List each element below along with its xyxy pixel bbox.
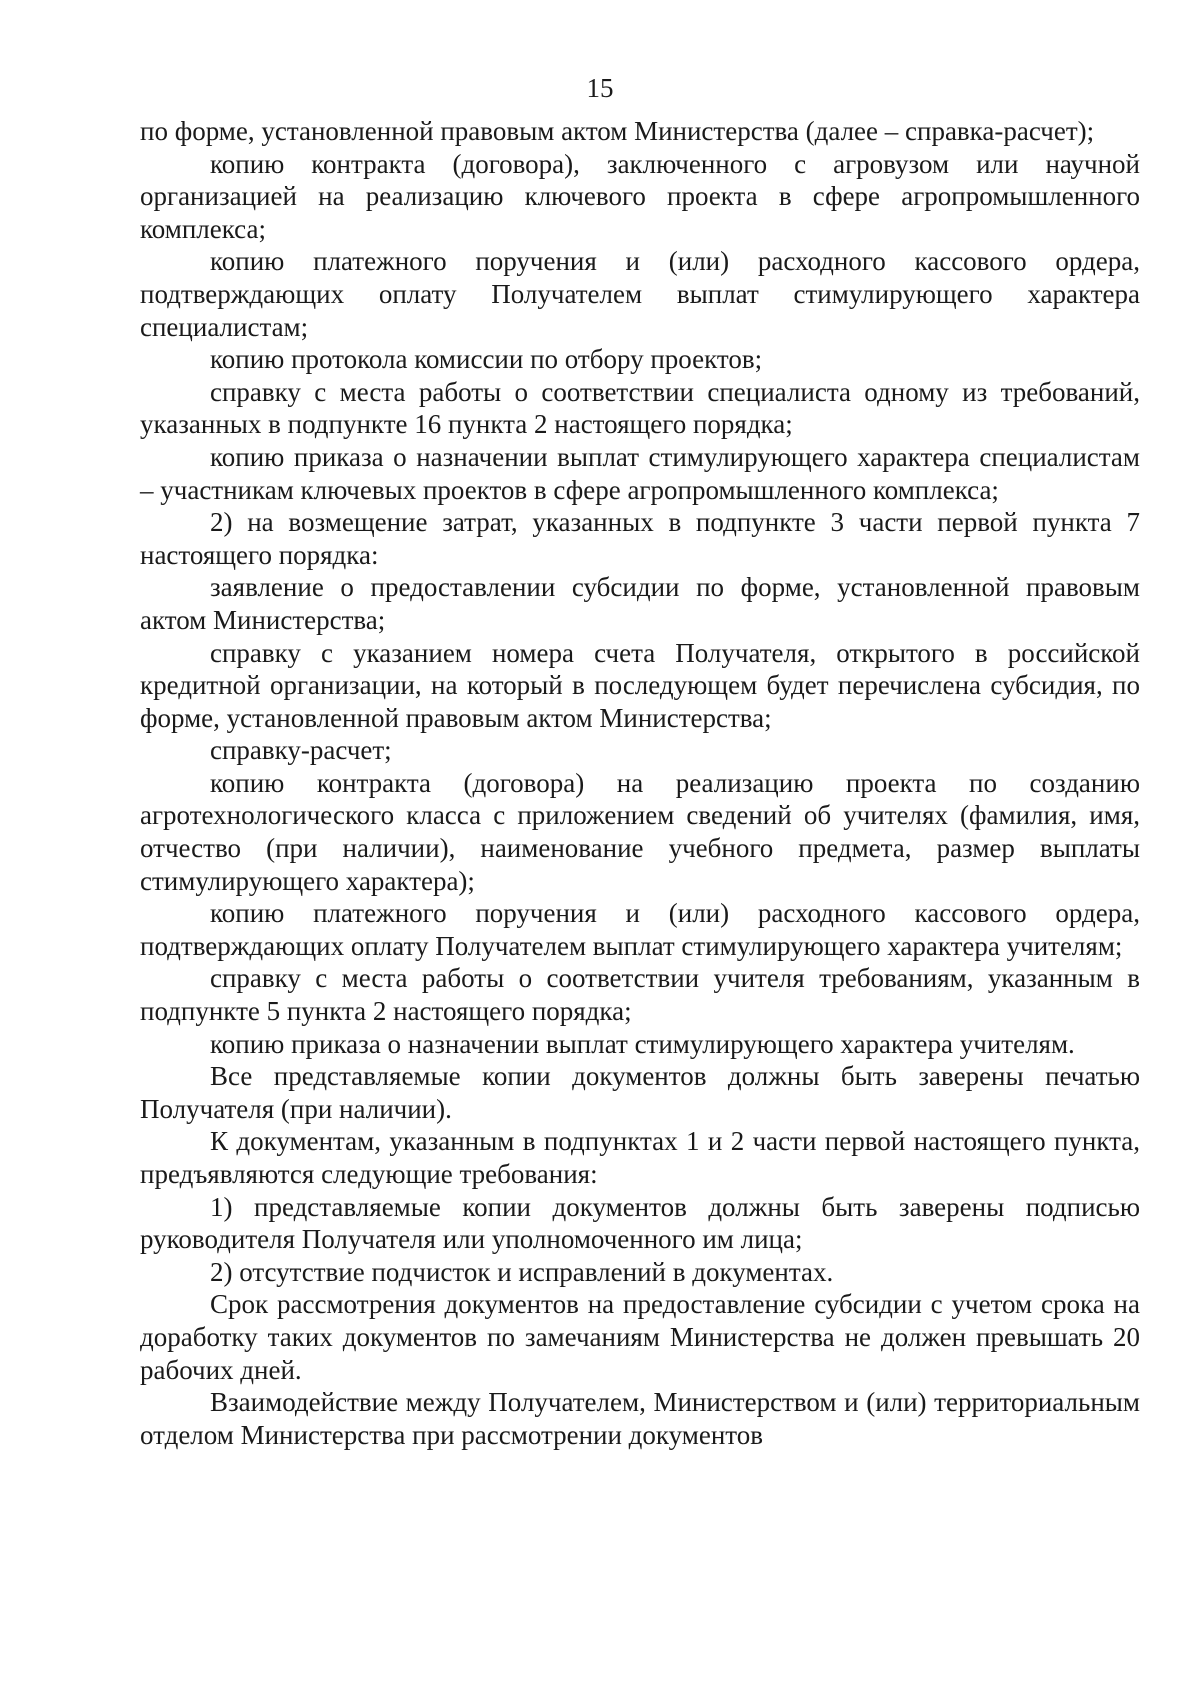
paragraph: копию протокола комиссии по отбору проектов; [210, 344, 763, 375]
paragraph: копию платежного поручения и (или) расходного кассового ордера, подтверждающих оплату Получателем выплат стимулирующего характера учителям; [140, 898, 1140, 961]
paragraph: К документам, указанным в подпунктах 1 и 2 части первой настоящего пункта, предъявляются следующие требования: [140, 1126, 1140, 1189]
paragraph: копию платежного поручения и (или) расходного кассового ордера, подтверждающих оплату Получателем выплат стимулирующего характера специалистам; [140, 246, 1140, 342]
paragraph: Взаимодействие между Получателем, Министерством и (или) территориальным отделом Министерства при рассмотрении документов [140, 1387, 1140, 1450]
paragraph: справку-расчет; [210, 735, 392, 766]
paragraph: справку с места работы о соответствии учителя требованиям, указанным в подпункте 5 пункта 2 настоящего порядка; [140, 963, 1140, 1027]
paragraph: справку с указанием номера счета Получателя, открытого в российской кредитной организации, на который в последующем будет перечислена субсидия, по форме, установленной правовым актом Министерства; [140, 637, 1140, 733]
paragraph: 1) представляемые копии документов должны быть заверены подписью руководителя Получателя или уполномоченного им лица; [140, 1191, 1140, 1255]
page-number: 15 [586, 73, 614, 103]
paragraph: копию контракта (договора) на реализацию проекта по созданию агротехнологического класса с приложением сведений об учителях (фамилия, имя, отчество (при наличии), наименование учебного предмета, размер выплаты стимулирующего характера); [140, 767, 1140, 896]
paragraph: по форме, установленной правовым актом Министерства (далее – справка-расчет); [140, 116, 1095, 146]
paragraph: копию приказа о назначении выплат стимулирующего характера специалистам – участникам ключевых проектов в сфере агропромышленного комплекса; [140, 441, 1140, 505]
paragraph: копию приказа о назначении выплат стимулирующего характера учителям. [210, 1028, 1075, 1059]
paragraph: заявление о предоставлении субсидии по форме, установленной правовым актом Министерства; [140, 572, 1140, 635]
paragraph: Все представляемые копии документов должны быть заверены печатью Получателя (при наличии). [140, 1061, 1140, 1124]
paragraph: Срок рассмотрения документов на предоставление субсидии с учетом срока на доработку таких документов по замечаниям Министерства не должен превышать 20 рабочих дней. [140, 1289, 1140, 1385]
document-body [140, 115, 1140, 1451]
paragraph: 2) на возмещение затрат, указанных в подпункте 3 части первой пункта 7 настоящего порядка: [140, 507, 1140, 570]
paragraph: справку с места работы о соответствии специалиста одному из требований, указанных в подпункте 16 пункта 2 настоящего порядка; [140, 376, 1140, 440]
paragraph: копию контракта (договора), заключенного с агровузом или научной организацией на реализацию ключевого проекта в сфере агропромышленного комплекса; [140, 148, 1140, 244]
paragraph: 2) отсутствие подчисток и исправлений в документах. [210, 1256, 834, 1287]
